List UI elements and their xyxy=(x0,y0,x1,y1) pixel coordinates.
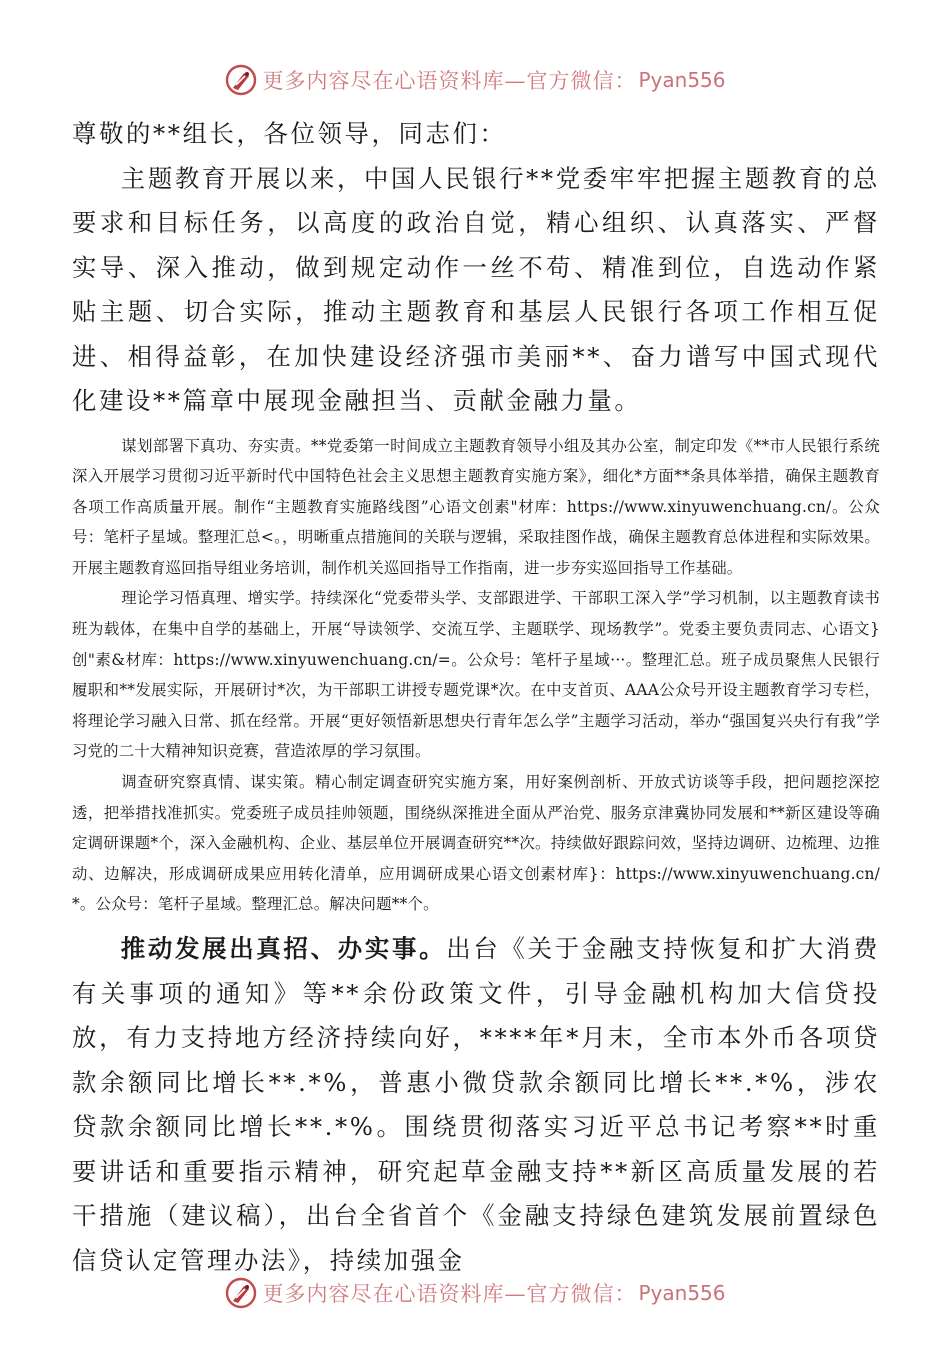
paragraph-research: 调查研究察真情、谋实策。精心制定调查研究实施方案，用好案例剖析、开放式访谈等手段，把问题挖深挖透，把举措找准抓实。党委班子成员挂帅领题，围绕纵深推进全面从严治党、服务京津冀协同发展和**新区建设等确定调研课题*个，深入金融机构、企业、基层单位开展调查研究**次。持续做好跟踪问效，坚持边调研、边梳理、边推动、边解决，形成调研成果应用转化清单，应用调研成果心语文创素材库}：https://www.xinyuwenchuang.cn/*。公众号：笔杆子星域。整理汇总。解决问题**个。 xyxy=(72,773,880,914)
document-body xyxy=(72,112,880,1283)
paragraph-theory-study: 理论学习悟真理、增实学。持续深化“党委带头学、支部跟进学、干部职工深入学”学习机制，以主题教育读书班为载体，在集中自学的基础上，开展“导读领学、交流互学、主题联学、现场教学”。党委主要负责同志、心语文}创"素&材库：https://www.xinyuwenchuang.cn/=。公众号：笔杆子星域···。整理汇总。班子成员聚焦人民银行履职和**发展实际，开展研讨*次，为干部职工讲授专题党课*次。在中支首页、AAA公众号开设主题教育学习专栏，将理论学习融入日常、抓在经常。开展“更好领悟新思想央行青年怎么学”主题学习活动，举办“强国复兴央行有我”学习党的二十大精神知识竞赛，营造浓厚的学习氛围。 xyxy=(72,589,880,761)
paragraph-planning: 谋划部署下真功、夯实责。**党委第一时间成立主题教育领导小组及其办公室，制定印发《**市人民银行系统深入开展学习贯彻习近平新时代中国特色社会主义思想主题教育实施方案》，细化*方面**条具体举措，确保主题教育各项工作高质量开展。制作“主题教育实施路线图”心语文创素"材库：https://www.xinyuwenchuang.cn/。公众号：笔杆子星域。整理汇总<。，明晰重点措施间的关联与逻辑，采取挂图作战，确保主题教育总体进程和实际效果。开展主题教育巡回指导组业务培训，制作机关巡回指导工作指南，进一步夯实巡回指导工作基础。 xyxy=(72,436,880,577)
development-paragraph xyxy=(72,927,880,1283)
header-banner-text: 更多内容尽在心语资料库—官方微信： xyxy=(262,69,637,93)
footer-banner xyxy=(0,1273,950,1313)
footer-banner-handle: Pyan556 xyxy=(638,1281,726,1305)
pen-nib-logo-icon xyxy=(224,1276,258,1310)
development-lead: 推动发展出真招、办实事。 xyxy=(120,934,447,963)
pen-nib-logo-icon xyxy=(224,63,258,97)
development-text: 出台《关于金融支持恢复和扩大消费有关事项的通知》等**余份政策文件，引导金融机构加大信贷投放，有力支持地方经济持续向好，****年*月末，全市本外币各项贷款余额同比增长**.*%，普惠小微贷款余额同比增长**.*%，涉农贷款余额同比增长**.*%。围绕贯彻落实习近平总书记考察**时重要讲话和重要指示精神，研究起草金融支持**新区高质量发展的若干措施（建议稿），出台全省首个《金融支持绿色建筑发展前置绿色信贷认定管理办法》，持续加强金 xyxy=(72,934,881,1275)
salutation: 尊敬的**组长，各位领导，同志们： xyxy=(72,119,507,148)
footer-banner-text: 更多内容尽在心语资料库—官方微信： xyxy=(262,1282,637,1306)
header-banner xyxy=(0,60,950,100)
header-banner-handle: Pyan556 xyxy=(638,68,726,92)
small-text-section xyxy=(72,431,880,921)
intro-paragraph: 主题教育开展以来，中国人民银行**党委牢牢把握主题教育的总要求和目标任务，以高度的政治自觉，精心组织、认真落实、严督实导、深入推动，做到规定动作一丝不苟、精准到位，自选动作紧贴主题、切合实际，推动主题教育和基层人民银行各项工作相互促进、相得益彰，在加快建设经济强市美丽**、奋力谱写中国式现代化建设**篇章中展现金融担当、贡献金融力量。 xyxy=(72,163,880,415)
